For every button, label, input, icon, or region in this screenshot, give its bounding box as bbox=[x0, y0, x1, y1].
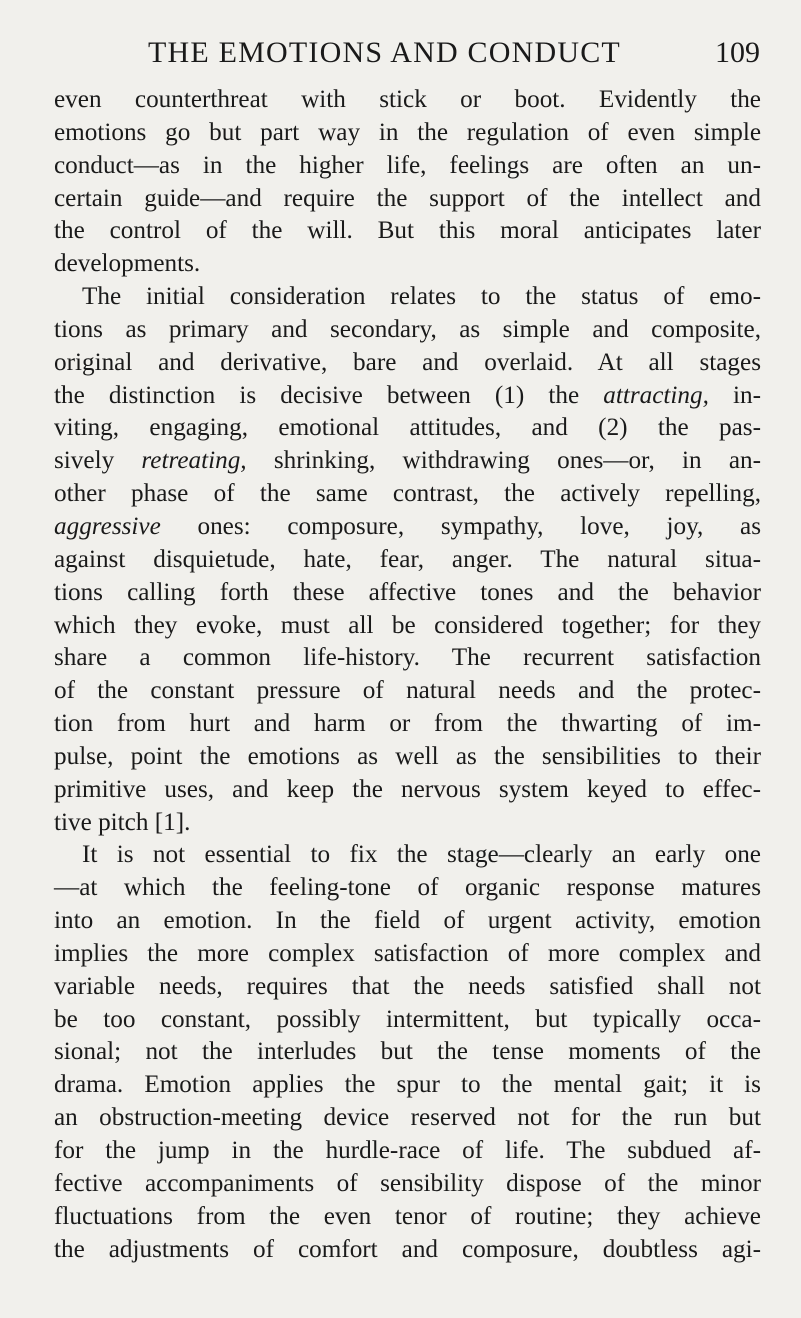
text-line: be too constant, possibly intermittent, but typically occa- bbox=[54, 1005, 761, 1033]
text-line: original and derivative, bare and overlaid. At all stages bbox=[54, 348, 761, 376]
text-line: tive pitch [1]. bbox=[54, 808, 191, 836]
text-line: even counterthreat with stick or boot. Evidently the bbox=[54, 86, 761, 113]
text-run: ones: composure, sympathy, love, joy, as bbox=[160, 512, 761, 540]
italic-term: aggressive bbox=[54, 512, 161, 540]
text-line: the adjustments of comfort and composure, doubtless agi- bbox=[54, 1235, 761, 1263]
text-run: the distinction is decisive between (1) the bbox=[54, 381, 604, 409]
text-line: an obstruction-meeting device reserved not for the run but bbox=[54, 1104, 761, 1132]
running-head bbox=[60, 36, 760, 76]
text-run: sively bbox=[54, 447, 142, 475]
text-line: drama. Emotion applies the spur to the mental gait; it is bbox=[54, 1071, 761, 1099]
text-line: tions as primary and secondary, as simple and composite, bbox=[54, 315, 761, 343]
body-text bbox=[54, 84, 761, 1266]
text-line: pulse, point the emotions as well as the sensibilities to their bbox=[54, 742, 761, 770]
text-line: developments. bbox=[54, 250, 201, 278]
text-line: share a common life-history. The recurrent satisfaction bbox=[54, 644, 761, 672]
text-line: which they evoke, must all be considered together; for they bbox=[54, 611, 761, 639]
text-run: in- bbox=[708, 381, 761, 409]
text-line: emotions go but part way in the regulation of even simple bbox=[54, 118, 761, 146]
text-line: —at which the feeling-tone of organic response matures bbox=[54, 874, 761, 902]
text-line: tion from hurt and harm or from the thwarting of im- bbox=[54, 710, 761, 738]
text-line: implies the more complex satisfaction of more complex and bbox=[54, 939, 761, 967]
text-line bbox=[54, 380, 761, 413]
text-line: against disquietude, hate, fear, anger. The natural situa- bbox=[54, 545, 761, 573]
text-line: into an emotion. In the field of urgent activity, emotion bbox=[54, 907, 761, 935]
text-line bbox=[54, 445, 761, 478]
text-line: viting, engaging, emotional attitudes, and (2) the pas- bbox=[54, 414, 761, 442]
text-line: variable needs, requires that the needs satisfied shall not bbox=[54, 972, 761, 1000]
text-line: the control of the will. But this moral anticipates later bbox=[54, 217, 761, 245]
text-line: certain guide—and require the support of the intellect and bbox=[54, 184, 761, 212]
text-line: primitive uses, and keep the nervous system keyed to effec- bbox=[54, 775, 761, 803]
italic-term: retreating, bbox=[141, 447, 247, 475]
text-line: conduct—as in the higher life, feelings are often an un- bbox=[54, 151, 761, 179]
text-line: for the jump in the hurdle-race of life. The subdued af- bbox=[54, 1137, 761, 1164]
italic-term: attracting, bbox=[603, 381, 709, 409]
text-line: fective accompaniments of sensibility dispose of the minor bbox=[54, 1169, 761, 1197]
text-line: It is not essential to fix the stage—clearly an early one bbox=[82, 841, 761, 869]
text-line: The initial consideration relates to the status of emo- bbox=[82, 283, 761, 311]
text-line bbox=[54, 511, 761, 544]
text-line: of the constant pressure of natural needs and the protec- bbox=[54, 677, 761, 705]
text-run: shrinking, withdrawing ones—or, in an- bbox=[246, 447, 761, 475]
text-line: sional; not the interludes but the tense moments of the bbox=[54, 1038, 761, 1066]
text-line: other phase of the same contrast, the actively repelling, bbox=[54, 480, 761, 508]
page-number: 109 bbox=[715, 36, 760, 69]
text-line: tions calling forth these affective tones and the behavior bbox=[54, 578, 761, 606]
running-title: THE EMOTIONS AND CONDUCT bbox=[148, 36, 621, 69]
text-line: fluctuations from the even tenor of routine; they achieve bbox=[54, 1202, 761, 1230]
